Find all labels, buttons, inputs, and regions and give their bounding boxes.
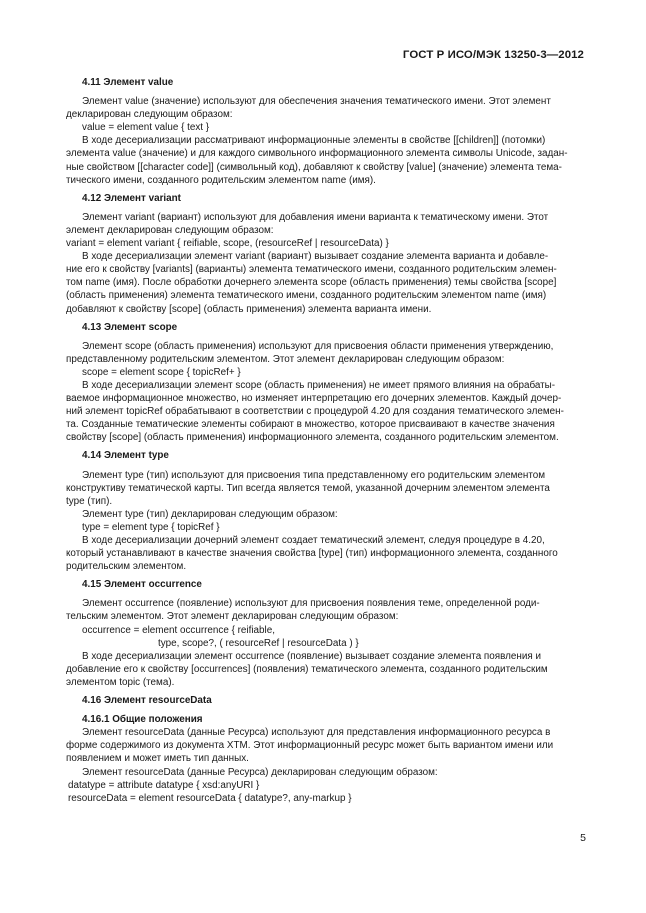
paragraph-line: тельским элементом. Этот элемент декларирован следующим образом: (66, 611, 399, 623)
code-declaration: type, scope?, ( resourceRef | resourceData ) } (158, 637, 359, 649)
section-4-11 (66, 76, 589, 187)
code-declaration: occurrence = element occurrence { reifiable, (82, 624, 275, 636)
paragraph-line: Элемент value (значение) используют для обеспечения значения тематического имени. Этот элемент (82, 96, 551, 108)
paragraph-line: добавляют к свойству [scope] (область применения) элемента варианта имени. (66, 303, 432, 315)
code-declaration: datatype = attribute datatype { xsd:anyURI } (68, 779, 260, 791)
paragraph-line: Элемент type (тип) декларирован следующим образом: (82, 508, 338, 520)
paragraph-line: конструктиву тематической карты. Тип всегда является темой, указанной дочерним элементом элемента (66, 482, 550, 494)
paragraph-line: тического имени, созданного родительским элементом name (имя). (66, 174, 376, 186)
page-body (66, 76, 589, 805)
section-heading: 4.16 Элемент resourceData (82, 695, 212, 707)
paragraph-line: В ходе десериализации рассматривают информационные элементы в свойстве [[children]] (потомки) (82, 135, 546, 147)
paragraph-line: Элемент resourceData (данные Ресурса) используют для представления информационного ресурса в (82, 727, 551, 739)
paragraph-line: В ходе десериализации элемент variant (вариант) вызывает создание элемента варианта и добавле- (82, 251, 549, 263)
paragraph-line: форме содержимого из документа XTM. Этот информационный ресурс может быть вариантом имени или (66, 740, 554, 752)
code-declaration: variant = element variant { reifiable, scope, (resourceRef | resourceData) } (66, 238, 389, 250)
section-heading: 4.13 Элемент scope (82, 321, 178, 333)
paragraph-line: элементом topic (тема). (66, 676, 175, 688)
paragraph-line: Элемент type (тип) используют для присвоения типа представленному его родительским элементом (82, 469, 546, 481)
paragraph-line: ваемое информационное множество, но изменяет интерпретацию его дочерних элементов. Каждый дочер- (66, 393, 562, 405)
code-declaration: resourceData = element resourceData { datatype?, any-markup } (68, 792, 352, 804)
paragraph-line: Элемент occurrence (появление) используют для присвоения появления теме, определенной роди- (82, 598, 540, 610)
paragraph-line: свойству [scope] (область применения) информационного элемента, созданного родительским элементом. (66, 432, 559, 444)
document-header: ГОСТ Р ИСО/МЭК 13250-3—2012 (402, 49, 584, 61)
paragraph-line: Элемент scope (область применения) используют для присвоения области применения утверждению, (82, 340, 554, 352)
paragraph-line: элемент декларирован следующим образом: (66, 224, 274, 236)
paragraph-line: та. Созданные тематические элементы собирают в множество, которое присваивают в качестве значения (66, 419, 555, 431)
paragraph-line: ные свойством [[character code]] (символьный код), добавляют к свойству [value] (значение) элемента тема- (66, 161, 562, 173)
code-declaration: scope = element scope { topicRef+ } (82, 366, 241, 378)
section-4-16 (66, 694, 589, 805)
paragraph-line: В ходе десериализации элемент occurrence (появление) вызывает создание элемента появления и (82, 650, 541, 662)
section-4-14 (66, 449, 589, 573)
paragraph-line: type (тип). (66, 495, 113, 507)
paragraph-line: элемента value (значение) и для каждого символьного информационного элемента символы Unicode, задан- (66, 148, 568, 160)
paragraph-line: В ходе десериализации элемент scope (область применения) не имеет прямого влияния на обрабаты- (82, 379, 556, 391)
section-heading: 4.15 Элемент occurrence (82, 579, 202, 591)
section-4-12 (66, 192, 589, 316)
paragraph-line: появлением и может иметь тип данных. (66, 753, 249, 765)
section-4-13 (66, 321, 589, 445)
paragraph-line: В ходе десериализации дочерний элемент создает тематический элемент, следуя процедуре в 4.20, (82, 535, 545, 546)
page-number: 5 (580, 832, 586, 844)
paragraph-line: добавление его к свойству [occurrences] (появления) тематического элемента, созданного родительским (66, 663, 548, 675)
paragraph-line: том name (имя). После обработки дочернего элемента scope (область применения) темы свойства [scope] (66, 277, 557, 289)
section-heading: 4.14 Элемент type (82, 450, 169, 462)
paragraph-line: декларирован следующим образом: (66, 109, 233, 121)
paragraph-line: Элемент variant (вариант) используют для добавления имени варианта к тематическому имени. Этот (82, 211, 549, 223)
subsection-heading: 4.16.1 Общие положения (82, 714, 203, 726)
code-declaration: type = element type { topicRef } (82, 521, 220, 533)
paragraph-line: ний элемент topicRef обрабатывают в соответствии с процедурой 4.20 для создания тематического элемен- (66, 406, 564, 418)
section-4-15 (66, 578, 589, 689)
code-declaration: value = element value { text } (82, 122, 210, 134)
paragraph-line: который устанавливают в качестве значения свойства [type] (тип) информационного элемента, созданного (66, 548, 558, 560)
paragraph-line: Элемент resourceData (данные Ресурса) декларирован следующим образом: (82, 766, 438, 778)
paragraph-line: (область применения) элемента тематического имени, созданного родительским элементом name (имя) (66, 290, 547, 302)
paragraph-line: родительским элементом. (66, 561, 187, 573)
section-heading: 4.11 Элемент value (82, 77, 174, 88)
paragraph-line: представленному родительским элементом. Этот элемент декларирован следующим образом: (66, 353, 505, 365)
paragraph-line: ние его к свойству [variants] (варианты) элемента тематического имени, созданного родительским элемен- (66, 264, 557, 276)
section-heading: 4.12 Элемент variant (82, 192, 181, 204)
